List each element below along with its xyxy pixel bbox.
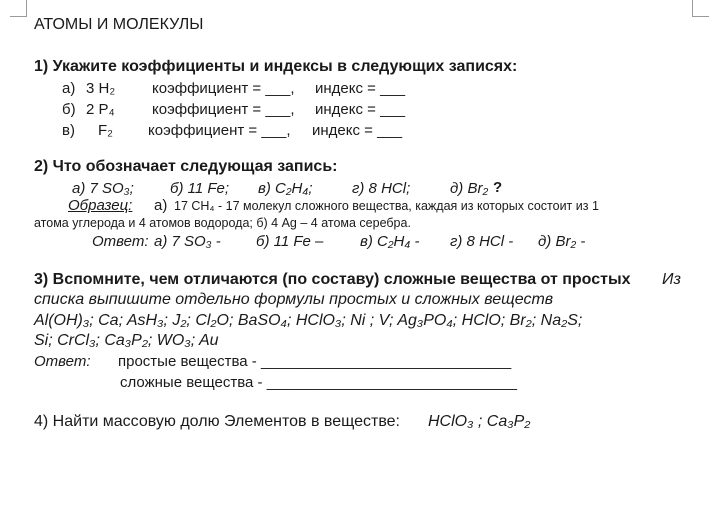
q2-item-b: б) 11 Fe; bbox=[170, 180, 230, 197]
q2-sample-a-letter: а) bbox=[154, 197, 168, 214]
q2-item-e: д) Br₂ bbox=[450, 180, 489, 197]
q2-item-a: а) 7 SO₃; bbox=[72, 180, 134, 197]
q1-heading: 1) Укажите коэффициенты и индексы в следующих записях: bbox=[34, 58, 518, 75]
q2-item-d: г) 8 HCl; bbox=[352, 180, 411, 197]
q3-answer-label: Ответ: bbox=[34, 353, 91, 370]
q2-item-c: в) C₂H₄; bbox=[258, 180, 313, 197]
q1-row-a-index: индекс = ___ bbox=[315, 80, 406, 97]
q2-answer-label: Ответ: bbox=[92, 233, 149, 250]
q2-sample-label: Образец: bbox=[68, 197, 133, 214]
q3-instruction-b: списка выпишите отдельно формулы простых и сложных веществ bbox=[34, 291, 554, 308]
q2-answer-b: б) 11 Fe – bbox=[256, 233, 324, 250]
q2-sample-a-text: 17 CH₄ - 17 молекул сложного вещества, каждая из которых состоит из 1 bbox=[174, 199, 599, 213]
q2-heading: 2) Что обозначает следующая запись: bbox=[34, 158, 338, 175]
q2-question-mark: ? bbox=[493, 179, 503, 196]
q3-complex-substances: сложные вещества - ______________________________ bbox=[120, 374, 517, 391]
q1-row-b-letter: б) bbox=[62, 101, 76, 118]
q4-text: 4) Найти массовую долю Элементов в веществе: bbox=[34, 413, 400, 430]
q3-formulas-line-1: Al(OH)₃; Ca; AsH₃; J₂; Cl₂O; BaSO₄; HClO₃; Ni ; V; Ag₃PO₄; HClO; Br₂; Na₂S; bbox=[34, 312, 583, 329]
q3-heading: 3) Вспомните, чем отличаются (по составу) сложные вещества от простых bbox=[34, 271, 631, 288]
q1-row-a-coef: коэффициент = ___, bbox=[152, 80, 295, 97]
q1-row-a-formula: 3 H₂ bbox=[86, 80, 116, 97]
q1-row-b-index: индекс = ___ bbox=[315, 101, 406, 118]
page-title: АТОМЫ И МОЛЕКУЛЫ bbox=[34, 16, 204, 33]
q2-sample-b-text: атома углерода и 4 атомов водорода; б) 4 Ag – 4 атома серебра. bbox=[34, 216, 411, 230]
q3-formulas-line-2: Si; CrCl₃; Ca₃P₂; WO₃; Au bbox=[34, 332, 219, 349]
q2-answer-a: а) 7 SO₃ - bbox=[154, 233, 221, 250]
page-corner-mark-left bbox=[10, 0, 27, 17]
q3-instruction-a: Из bbox=[662, 271, 681, 288]
q1-row-b-coef: коэффициент = ___, bbox=[152, 101, 295, 118]
q1-row-c-formula: F₂ bbox=[98, 122, 113, 139]
q2-answer-c: в) C₂H₄ - bbox=[360, 233, 420, 250]
q1-row-c-coef: коэффициент = ___, bbox=[148, 122, 291, 139]
q1-row-c-index: индекс = ___ bbox=[312, 122, 403, 139]
page-corner-mark-right bbox=[692, 0, 709, 17]
q1-row-a-letter: а) bbox=[62, 80, 76, 97]
q1-row-c-letter: в) bbox=[62, 122, 75, 139]
q3-simple-substances: простые вещества - ______________________________ bbox=[118, 353, 512, 370]
q4-formulas: HClO₃ ; Ca₃P₂ bbox=[428, 413, 531, 430]
q1-row-b-formula: 2 P₄ bbox=[86, 101, 115, 118]
q2-answer-e: д) Br₂ - bbox=[538, 233, 586, 250]
q2-answer-d: г) 8 HCl - bbox=[450, 233, 514, 250]
